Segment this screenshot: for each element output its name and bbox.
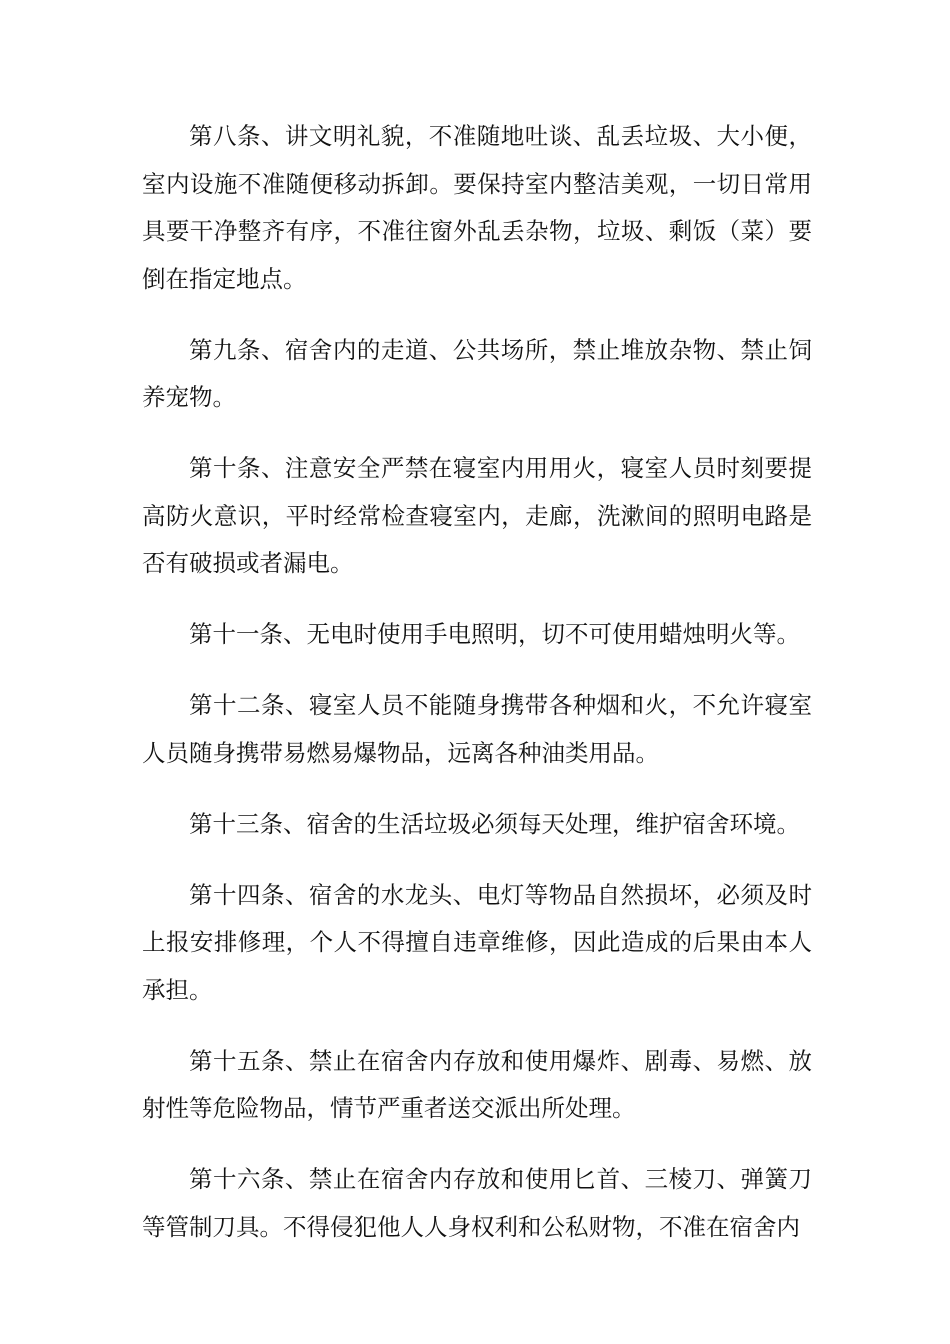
article-10: 第十条、注意安全严禁在寝室内用用火，寝室人员时刻要提高防火意识，平时经常检查寝室内，走廊，洗漱间的照明电路是否有破损或者漏电。 bbox=[142, 454, 812, 577]
article-15: 第十五条、禁止在宿舍内存放和使用爆炸、剧毒、易燃、放射性等危险物品，情节严重者送交派出所处理。 bbox=[142, 1046, 812, 1122]
article-11: 第十一条、无电时使用手电照明，切不可使用蜡烛明火等。 bbox=[189, 620, 800, 648]
article-16: 第十六条、禁止在宿舍内存放和使用匕首、三棱刀、弹簧刀等管制刀具。不得侵犯他人人身权利和公私财物，不准在宿舍内 bbox=[142, 1165, 812, 1241]
article-13: 第十三条、宿舍的生活垃圾必须每天处理，维护宿舍环境。 bbox=[189, 809, 800, 838]
article-8: 第八条、讲文明礼貌，不准随地吐谈、乱丢垃圾、大小便，室内设施不准随便移动拆卸。要保持室内整洁美观，一切日常用具要干净整齐有序，不准往窗外乱丢杂物，垃圾、剩饭（菜）要倒在指定地点。 bbox=[142, 122, 812, 293]
article-14: 第十四条、宿舍的水龙头、电灯等物品自然损坏，必须及时上报安排修理，个人不得擅自违章维修，因此造成的后果由本人承担。 bbox=[142, 880, 812, 1004]
article-9: 第九条、宿舍内的走道、公共场所，禁止堆放杂物、禁止饲养宠物。 bbox=[142, 335, 812, 411]
article-12: 第十二条、寝室人员不能随身携带各种烟和火，不允许寝室人员随身携带易燃易爆物品，远离各种油类用品。 bbox=[142, 691, 812, 767]
document-body bbox=[142, 113, 812, 1251]
